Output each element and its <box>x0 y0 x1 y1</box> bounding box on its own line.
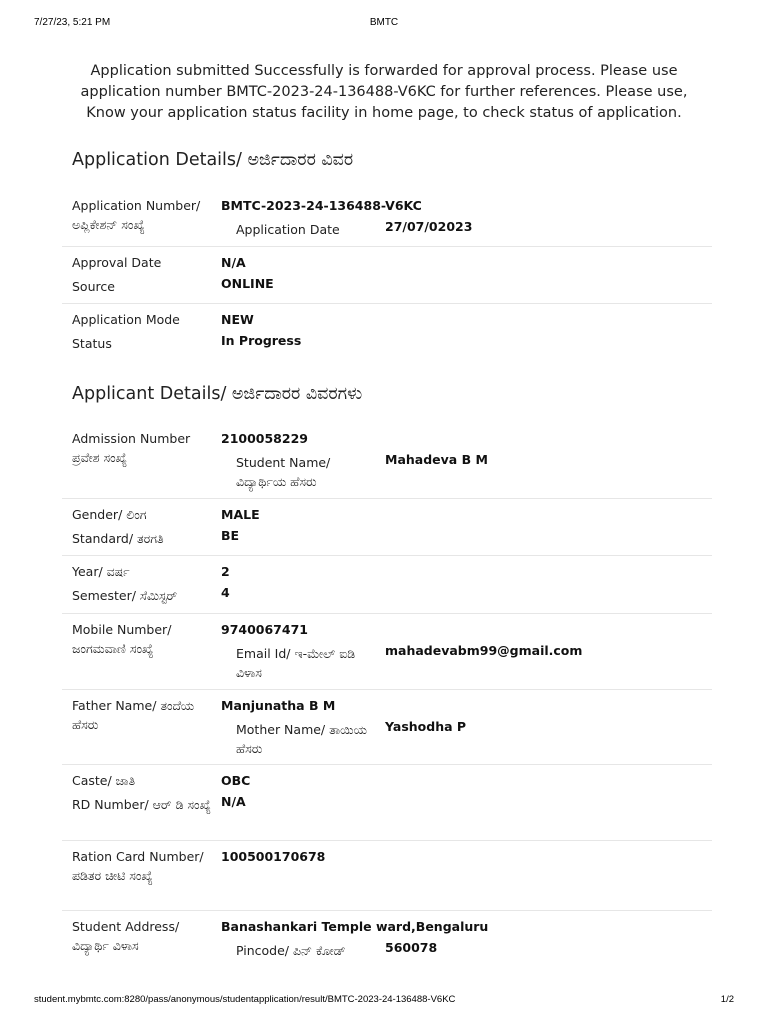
application-number-value: BMTC-2023-24-136488-V6KC <box>221 198 422 213</box>
mother-name-label: Mother Name/ ತಾಯಿಯ ಹೆಸರು <box>236 722 367 756</box>
gender-label: Gender/ ಲಿಂಗ <box>72 507 147 522</box>
caste-rd-row <box>62 765 712 841</box>
print-page-title: BMTC <box>369 17 399 28</box>
approval-date-label: Approval Date <box>72 255 162 270</box>
student-name-value: Mahadeva B M <box>385 452 488 467</box>
mobile-number-label: Mobile Number/ ಜಂಗಮವಾಣಿ ಸಂಖ್ಯೆ <box>72 622 172 656</box>
application-date-value: 27/07/02023 <box>385 219 473 234</box>
status-label: Status <box>72 336 112 351</box>
print-datetime: 7/27/23, 5:21 PM <box>34 17 111 28</box>
caste-value: OBC <box>221 773 251 788</box>
rd-number-label: RD Number/ ಆರ್ ಡಿ ಸಂಖ್ಯೆ <box>72 797 211 812</box>
admission-number-label: Admission Number ಪ್ರವೇಶ ಸಂಖ್ಯೆ <box>72 431 191 465</box>
student-address-label: Student Address/ ವಿದ್ಯಾರ್ಥಿ ವಿಳಾಸ <box>72 919 180 953</box>
application-date-label: Application Date <box>236 222 340 237</box>
standard-label: Standard/ ತರಗತಿ <box>72 531 164 546</box>
application-mode-label: Application Mode <box>72 312 180 327</box>
father-name-label: Father Name/ ತಂದೆಯ ಹೆಸರು <box>72 698 195 732</box>
approval-date-value: N/A <box>221 255 246 270</box>
mobile-number-value: 9740067471 <box>221 622 308 637</box>
pincode-label: Pincode/ ಪಿನ್ ಕೋಡ್ <box>236 943 346 958</box>
mother-name-value: Yashodha P <box>385 719 467 734</box>
application-details-heading: Application Details/ ಅರ್ಜಿದಾರರ ವಿವರ <box>72 150 354 170</box>
pincode-value: 560078 <box>385 940 438 955</box>
address-row <box>62 911 712 971</box>
email-value: mahadevabm99@gmail.com <box>385 643 583 658</box>
approval-source-row <box>62 247 712 304</box>
email-label: Email Id/ ಇ-ಮೇಲ್ ಐಡಿ ವಿಳಾಸ <box>236 646 356 680</box>
year-semester-row <box>62 556 712 614</box>
semester-value: 4 <box>221 585 230 600</box>
semester-label: Semester/ ಸೆಮಿಸ್ಟರ್ <box>72 588 178 603</box>
source-value: ONLINE <box>221 276 274 291</box>
source-label: Source <box>72 279 115 294</box>
submission-notice: Application submitted Successfully is forwarded for approval process. Please use application number BMTC-2023-24-136488-V6KC for further references. Please use, Know your application status facility in home page, to check status of application. <box>80 63 688 121</box>
student-address-value: Banashankari Temple ward,Bengaluru <box>221 919 489 934</box>
application-number-label: Application Number/ ಅಪ್ಲಿಕೇಶನ್ ಸಂಖ್ಯೆ <box>72 198 201 232</box>
parents-row <box>62 690 712 765</box>
father-name-value: Manjunatha B M <box>221 698 336 713</box>
ration-card-row <box>62 841 712 911</box>
ration-card-label: Ration Card Number/ ಪಡಿತರ ಚೀಟಿ ಸಂಖ್ಯೆ <box>72 849 204 883</box>
standard-value: BE <box>221 528 240 543</box>
application-number-row <box>62 188 712 247</box>
student-name-label: Student Name/ ವಿದ್ಯಾರ್ಥಿಯ ಹೆಸರು <box>236 455 331 489</box>
ration-card-value: 100500170678 <box>221 849 326 864</box>
gender-standard-row <box>62 499 712 556</box>
print-url: student.mybmtc.com:8280/pass/anonymous/studentapplication/result/BMTC-2023-24-136488-V6KC <box>34 994 456 1005</box>
gender-value: MALE <box>221 507 260 522</box>
status-value: In Progress <box>221 333 302 348</box>
print-page-number: 1/2 <box>720 994 734 1005</box>
caste-label: Caste/ ಜಾತಿ <box>72 773 136 788</box>
year-label: Year/ ವರ್ಷ <box>72 564 130 579</box>
admission-student-row <box>62 421 712 499</box>
admission-number-value: 2100058229 <box>221 431 308 446</box>
mobile-email-row <box>62 614 712 690</box>
application-mode-value: NEW <box>221 312 254 327</box>
mode-status-row <box>62 304 712 360</box>
year-value: 2 <box>221 564 230 579</box>
rd-number-value: N/A <box>221 794 246 809</box>
applicant-details-heading: Applicant Details/ ಅರ್ಜಿದಾರರ ವಿವರಗಳು <box>72 384 363 404</box>
